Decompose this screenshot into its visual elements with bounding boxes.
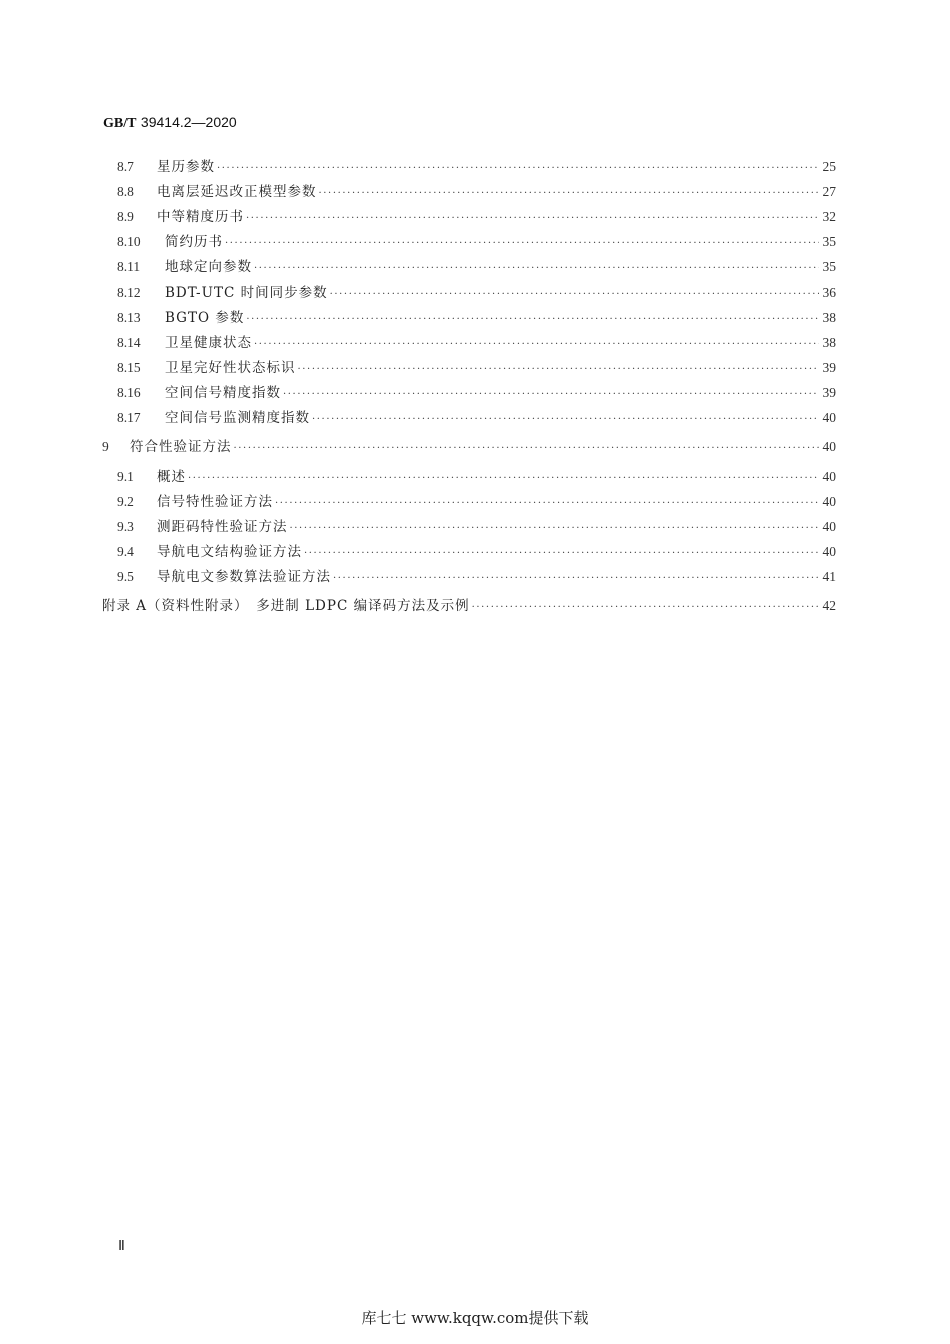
standard-number: 39414.2—2020 — [140, 114, 237, 130]
dot-leader — [188, 469, 819, 489]
toc-entry[interactable] — [0, 232, 836, 252]
dot-leader — [304, 544, 819, 564]
toc-entry-title: 信号特性验证方法 — [157, 494, 273, 510]
dot-leader — [246, 310, 818, 330]
toc-entry[interactable] — [0, 333, 836, 353]
toc-entry-page: 25 — [822, 159, 836, 174]
dot-leader — [290, 519, 819, 539]
toc-entry[interactable] — [0, 567, 836, 587]
toc-entry-page: 39 — [822, 360, 836, 375]
toc-entry-number: 8.17 — [117, 410, 141, 425]
toc-entry-title: 符合性验证方法 — [130, 439, 232, 455]
toc-entry-number: 9.1 — [117, 469, 134, 484]
toc-entry-title: 概述 — [157, 469, 186, 485]
toc-entry-title: 简约历书 — [165, 234, 223, 250]
toc-entry[interactable] — [0, 542, 836, 562]
toc-entry[interactable] — [0, 517, 836, 537]
download-footer: 库七七 www.kqqw.com提供下载 — [361, 1309, 589, 1327]
toc-entry-title: 测距码特性验证方法 — [157, 519, 288, 535]
toc-entry[interactable] — [0, 182, 836, 202]
toc-entry-number: 8.16 — [117, 385, 141, 400]
toc-entry-page: 38 — [822, 310, 836, 325]
toc-entry-number: 9.2 — [117, 494, 134, 509]
toc-entry-number: 8.13 — [117, 310, 141, 325]
toc-entry-number: 8.15 — [117, 360, 141, 375]
dot-leader — [312, 410, 819, 430]
toc-entry-title: 地球定向参数 — [165, 259, 252, 275]
toc-entry-page: 35 — [822, 259, 836, 274]
toc-entry[interactable] — [0, 257, 836, 277]
toc-entry-title: 导航电文参数算法验证方法 — [157, 569, 331, 585]
dot-leader — [217, 159, 819, 179]
standard-prefix: GB/T — [103, 116, 137, 131]
dot-leader — [254, 335, 819, 355]
toc-entry[interactable] — [0, 492, 836, 512]
toc-entry-page: 40 — [822, 469, 836, 484]
toc-entry[interactable] — [0, 467, 836, 487]
toc-entry-number: 8.9 — [117, 209, 134, 224]
dot-leader — [319, 184, 819, 204]
toc-entry-title: 空间信号监测精度指数 — [165, 410, 310, 426]
toc-entry-page: 39 — [822, 385, 836, 400]
toc-entry-title: 卫星完好性状态标识 — [165, 360, 296, 376]
toc-entry-page: 36 — [822, 285, 836, 300]
toc-entry[interactable] — [0, 437, 836, 457]
toc-entry-title: 电离层延迟改正模型参数 — [157, 184, 317, 200]
toc-entry-number: 9.3 — [117, 519, 134, 534]
dot-leader — [246, 209, 819, 229]
toc-entry-number: 8.10 — [117, 234, 141, 249]
toc-entry[interactable] — [0, 308, 836, 328]
toc-entry-number: 8.7 — [117, 159, 134, 174]
toc-entry-page: 38 — [822, 335, 836, 350]
toc-entry[interactable] — [0, 383, 836, 403]
toc-entry-page: 40 — [822, 494, 836, 509]
toc-entry[interactable] — [0, 207, 836, 227]
toc-entry-title: 附录 A（资料性附录） 多进制 LDPC 编译码方法及示例 — [102, 598, 470, 614]
toc-entry-title: 空间信号精度指数 — [165, 385, 281, 401]
toc-entry-number: 8.8 — [117, 184, 134, 199]
dot-leader — [275, 494, 819, 514]
toc-entry-number: 9 — [102, 439, 109, 454]
dot-leader — [283, 385, 819, 405]
toc-entry-title: 星历参数 — [157, 159, 215, 175]
toc-entry-page: 41 — [822, 569, 836, 584]
dot-leader — [333, 569, 819, 589]
toc-entry[interactable] — [0, 596, 836, 616]
toc-entry-page: 40 — [822, 410, 836, 425]
standard-header — [103, 114, 237, 132]
toc-entry[interactable] — [0, 408, 836, 428]
dot-leader — [472, 598, 819, 618]
toc-entry-number: 8.11 — [117, 259, 141, 274]
toc-entry-page: 40 — [822, 439, 836, 454]
dot-leader — [234, 439, 819, 459]
page-folio: Ⅱ — [118, 1239, 125, 1254]
toc-entry-page: 40 — [822, 544, 836, 559]
toc-entry[interactable] — [0, 358, 836, 378]
dot-leader — [298, 360, 819, 380]
toc-entry-number: 8.14 — [117, 335, 141, 350]
toc-entry-title: 中等精度历书 — [157, 209, 244, 225]
toc-entry-page: 35 — [822, 234, 836, 249]
toc-entry[interactable] — [0, 157, 836, 177]
toc-entry-page: 32 — [822, 209, 836, 224]
toc-entry-number: 8.12 — [117, 285, 141, 300]
toc-entry-title: 导航电文结构验证方法 — [157, 544, 302, 560]
toc-entry-page: 27 — [822, 184, 836, 199]
toc-entry-title: BDT-UTC 时间同步参数 — [165, 285, 328, 301]
toc-entry-number: 9.5 — [117, 569, 134, 584]
toc-entry-page: 40 — [822, 519, 836, 534]
toc-entry[interactable] — [0, 283, 836, 303]
toc-entry-number: 9.4 — [117, 544, 134, 559]
toc-entry-title: 卫星健康状态 — [165, 335, 252, 351]
toc-entry-page: 42 — [822, 598, 836, 613]
toc-entry-title: BGTO 参数 — [165, 310, 245, 326]
dot-leader — [330, 285, 819, 305]
dot-leader — [225, 234, 819, 254]
dot-leader — [254, 259, 819, 279]
